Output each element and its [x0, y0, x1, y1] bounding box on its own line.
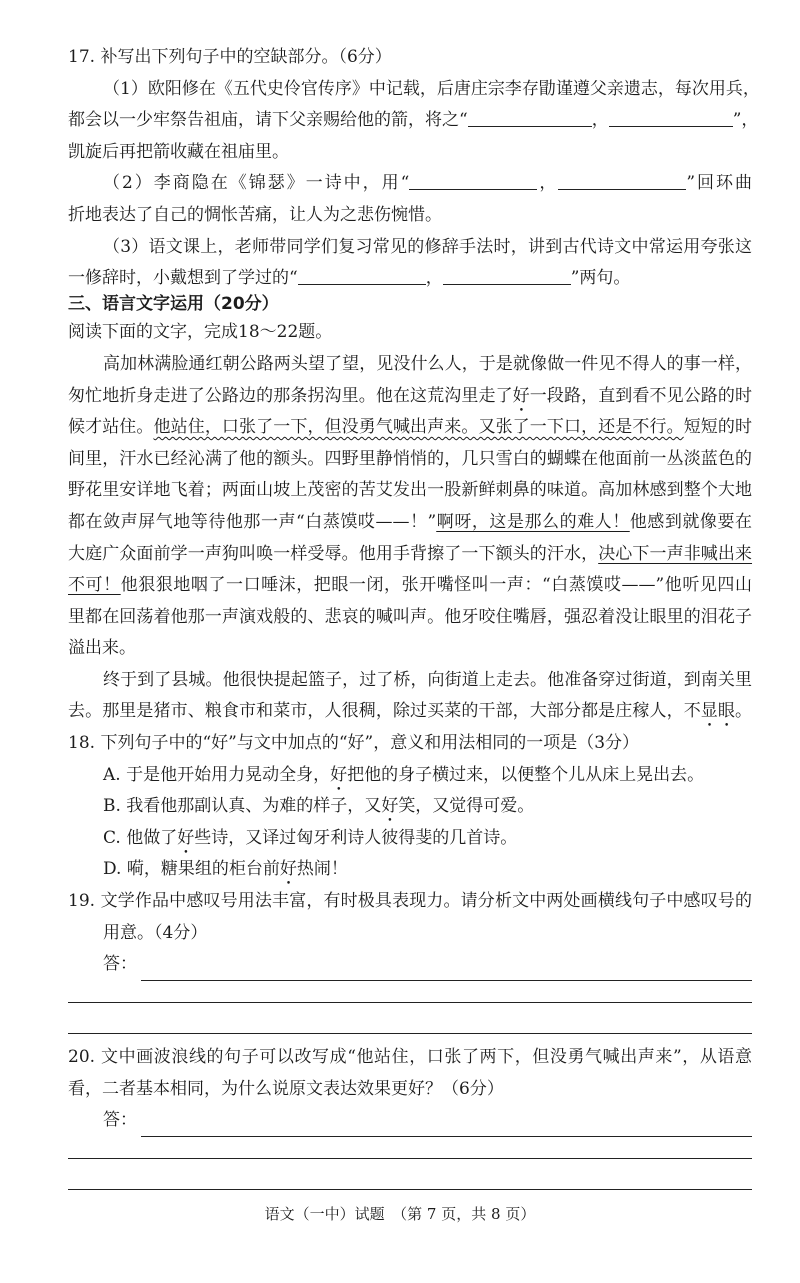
text: 热闹！	[296, 859, 348, 880]
text: 一段路，直到看不见公路的时	[529, 385, 753, 406]
text: 。	[735, 701, 753, 722]
text: ”，	[732, 110, 759, 131]
dotted-word: 好	[279, 859, 297, 880]
q17-p2-line1	[68, 168, 752, 200]
q18-option-b[interactable]	[68, 791, 752, 823]
q20-stem-line1: 20. 文中画波浪线的句子可以改写成“他站住，口张了两下，但没勇气喊出声来”，从语意	[68, 1047, 752, 1067]
passage-line	[68, 381, 752, 413]
q17-p2-line2: 折地表达了自己的惆怅苦痛，让人为之悲伤惋惜。	[68, 204, 442, 225]
answer-label: 答：	[103, 954, 137, 975]
answer-line[interactable]	[141, 958, 752, 981]
text: D. 嗬，糖果组的柜台前	[103, 859, 280, 880]
q18-option-d[interactable]	[68, 854, 752, 886]
page-footer: 语文（一中）试题 （第 7 页，共 8 页）	[264, 1205, 536, 1223]
passage-line	[68, 570, 752, 602]
q18-option-a[interactable]	[68, 760, 752, 792]
text: 一修辞时，小戴想到了学过的“	[68, 268, 298, 289]
text: 匆忙地折身走进了公路边的那条拐沟里。他在这荒沟里走了	[68, 385, 513, 406]
q17-p1-line2	[68, 105, 759, 137]
wavy-underlined-sentence: 他站住，口张了一下，但没勇气喊出声来。又张了一下口，还是不行。	[153, 417, 684, 438]
text: ，	[425, 268, 443, 289]
text: ”两句。	[570, 268, 631, 289]
passage-line: 里都在回荡着他那一声演戏般的、悲哀的喊叫声。他牙咬住嘴唇，强忍着没让眼里的泪花子	[68, 606, 752, 627]
answer-label: 答：	[103, 1110, 137, 1131]
passage-line	[68, 412, 752, 444]
dotted-word: 好	[330, 764, 348, 785]
q19-stem-line2: 用意。（4分）	[103, 922, 208, 943]
q20-stem-line2: 看，二者基本相同，为什么说原文表达效果更好？（6分）	[68, 1078, 504, 1099]
answer-blank[interactable]	[558, 169, 686, 190]
passage-line: 溢出来。	[68, 638, 136, 659]
text: B. 我看他那副认真、为难的样子，又	[103, 796, 382, 817]
passage-line	[68, 539, 752, 571]
passage-line: 间里，汗水已经沁满了他的额头。四野里静悄悄的，几只雪白的蝴蝶在他面前一丛淡蓝色的	[68, 448, 752, 469]
answer-blank[interactable]	[409, 169, 537, 190]
q19-stem-line1: 19. 文学作品中感叹号用法丰富，有时极具表现力。请分析文中两处画横线句子中感叹号的	[68, 891, 752, 912]
answer-blank[interactable]	[609, 106, 733, 127]
q17-p1-line1: （1）欧阳修在《五代史伶官传序》中记载，后唐庄宗李存勖谨遵父亲遗志，每次用兵，	[103, 78, 760, 99]
reading-passage	[68, 349, 752, 728]
underlined-sentence: 不可！	[68, 575, 121, 596]
answer-line[interactable]	[68, 1012, 752, 1034]
underlined-sentence: 啊呀，这是那么的难人！	[436, 511, 630, 532]
q18-stem: 18. 下列句子中的“好”与文中加点的“好”，意义和用法相同的一项是（3分）	[68, 733, 640, 754]
answer-line[interactable]	[68, 1137, 752, 1159]
q18-option-c[interactable]	[68, 823, 752, 855]
answer-blank[interactable]	[468, 106, 592, 127]
text: 笑，又觉得可爱。	[398, 796, 535, 817]
passage-line	[68, 507, 752, 539]
text: 都在敛声屏气地等待他那一声“白蒸馍哎——！”	[68, 511, 437, 532]
underlined-sentence: 决心下一声非喊出来	[598, 543, 753, 564]
text: 他感到就像要在	[629, 511, 753, 532]
text: 都会以一少牢祭告祖庙，请下父亲赐给他的箭，将之“	[68, 110, 468, 131]
answer-line[interactable]	[141, 1114, 752, 1137]
dotted-word: 显眼	[700, 701, 736, 722]
dotted-word: 好	[177, 827, 195, 848]
text: A. 于是他开始用力晃动全身，	[103, 764, 331, 785]
dotted-word: 好	[381, 796, 399, 817]
answer-blank[interactable]	[443, 264, 571, 285]
section-heading: 三、语言文字运用（20分）	[68, 293, 279, 314]
answer-line[interactable]	[68, 981, 752, 1003]
text: ，	[591, 110, 609, 131]
answer-blank[interactable]	[298, 264, 426, 285]
passage-line: 野花里安详地飞着；两面山坡上茂密的苦艾发出一股新鲜刺鼻的味道。高加林感到整个大地	[68, 480, 752, 501]
answer-line[interactable]	[68, 1168, 752, 1190]
q17-p1-line3: 凯旋后再把箭收藏在祖庙里。	[68, 141, 289, 162]
text: ，	[537, 173, 559, 194]
text: 去。那里是猪市、粮食市和菜市，人很稠，除过买菜的干部，大部分都是庄稼人，不	[68, 701, 701, 722]
q17-p3-line1: （3）语文课上，老师带同学们复习常见的修辞手法时，讲到古代诗文中常运用夸张这	[103, 236, 752, 257]
text: 大庭广众面前学一声狗叫唤一样受辱。他用手背擦了一下额头的汗水，	[68, 543, 599, 564]
text: 候才站住。	[68, 417, 154, 438]
text: C. 他做了	[103, 827, 178, 848]
text: 些诗，又译过匈牙利诗人彼得斐的几首诗。	[194, 827, 518, 848]
section-instruction: 阅读下面的文字，完成18～22题。	[68, 322, 333, 343]
text: 把他的身子横过来，以便整个儿从床上晃出去。	[347, 764, 705, 785]
text: 短短的时	[683, 417, 753, 438]
text: ”回环曲	[686, 173, 752, 194]
passage-line	[68, 696, 752, 728]
q20-answer-area[interactable]	[68, 1105, 752, 1137]
passage-line: 高加林满脸通红朝公路两头望了望，见没什么人，于是就像做一件见不得人的事一样，	[103, 353, 752, 374]
text: （2）李商隐在《锦瑟》一诗中，用“	[103, 173, 410, 194]
text: 他狠狠地咽了一口唾沫，把眼一闭，张开嘴怪叫一声：“白蒸馍哎——”他听见四山	[120, 575, 752, 596]
exam-page	[68, 42, 760, 1200]
q19-answer-area[interactable]	[68, 949, 752, 981]
dotted-word: 好	[512, 385, 530, 406]
passage-line: 终于到了县城。他很快提起篮子，过了桥，向街道上走去。他准备穿过街道，到南关里	[103, 669, 752, 690]
q17-title: 17. 补写出下列句子中的空缺部分。（6分）	[68, 47, 392, 67]
